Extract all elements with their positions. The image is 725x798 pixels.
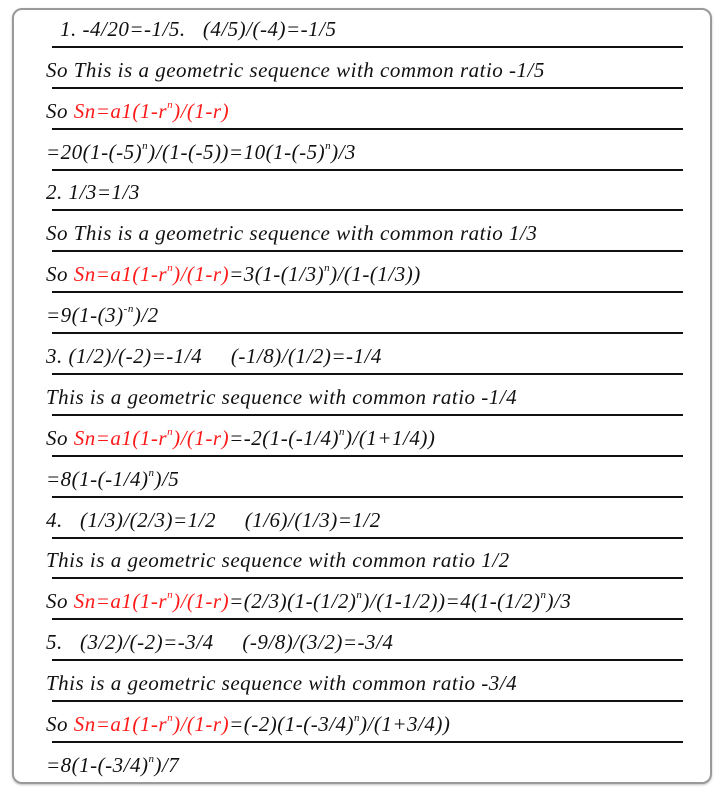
text-segment: This is a geometric sequence with common ratio -1/4 [46,384,518,409]
ruled-line [0,539,725,580]
text-segment: )/(1-(1/3)) [330,262,421,287]
ruled-line [0,211,725,252]
text-segment: 2. 1/3=1/3 [46,180,140,205]
formula-highlight: )/(1-r) [173,262,230,287]
ruled-line [0,7,725,48]
handwritten-line [46,467,179,492]
handwritten-line [46,262,421,287]
text-segment: =(-2)(1-(-3/4) [229,712,355,737]
exponent: n [167,712,174,725]
handwritten-line [46,385,517,410]
exponent: n [356,589,363,602]
handwritten-line [60,17,336,42]
exponent: n [540,589,547,602]
handwritten-line [46,303,159,328]
ruled-line [0,743,725,784]
formula-highlight: Sn=a1(1-r [73,712,168,737]
text-segment: So [46,98,74,123]
text-segment: )/(1-(-5))=10(1-(-5) [148,139,326,164]
exponent: n [339,425,346,438]
text-segment: =9(1-(3) [46,303,124,328]
text-segment: )/7 [154,752,180,777]
text-segment: )/3 [331,139,356,164]
formula-highlight: Sn=a1(1-r [73,425,168,450]
text-segment: So [46,712,74,737]
text-segment: So [46,425,74,450]
ruled-line [0,252,725,293]
text-segment: So This is a geometric sequence with common ratio 1/3 [46,221,538,246]
text-segment: )/5 [154,466,180,491]
formula-highlight: )/(1-r) [173,589,230,614]
exponent: n [324,262,331,275]
handwritten-line [46,344,382,369]
handwritten-line [46,548,510,573]
handwritten-line [46,426,435,451]
handwritten-line [46,140,356,165]
text-segment: =8(1-(-1/4) [46,466,149,491]
ruled-line [0,661,725,702]
ruled-line [0,130,725,171]
lined-paper [0,7,725,784]
handwritten-line [46,630,393,655]
text-segment: =3(1-(1/3) [229,262,325,287]
exponent: n [148,466,155,479]
ruled-line [0,457,725,498]
handwritten-line [46,99,229,124]
exponent: n [167,425,174,438]
exponent: n [167,262,174,275]
text-segment: So [46,262,74,287]
text-segment: )/(1-1/2))=4(1-(1/2) [362,589,541,614]
text-segment: So This is a geometric sequence with common ratio -1/5 [46,57,545,82]
text-segment: This is a geometric sequence with common ratio -3/4 [46,671,518,696]
ruled-line [0,48,725,89]
text-segment: )/2 [133,303,159,328]
ruled-line [0,498,725,539]
text-segment: =20(1-(-5) [46,139,143,164]
handwritten-line [46,221,537,246]
formula-highlight: )/(1-r) [173,712,230,737]
text-segment: =(2/3)(1-(1/2) [229,589,357,614]
handwritten-line [46,671,517,696]
exponent: n [167,98,174,111]
text-segment: )/(1+3/4)) [360,712,451,737]
ruled-line [0,620,725,661]
formula-highlight: )/(1-r) [173,98,230,123]
text-segment: This is a geometric sequence with common ratio 1/2 [46,548,510,573]
handwritten-line [46,753,179,778]
handwritten-line [46,589,571,614]
text-segment: 3. (1/2)/(-2)=-1/4 (-1/8)/(1/2)=-1/4 [46,344,382,369]
formula-highlight: )/(1-r) [173,425,230,450]
exponent: -n [123,303,134,316]
exponent: n [167,589,174,602]
handwritten-line [46,180,140,205]
text-segment: 4. (1/3)/(2/3)=1/2 (1/6)/(1/3)=1/2 [46,507,381,532]
text-segment: So [46,589,74,614]
ruled-line [0,702,725,743]
text-segment: 1. -4/20=-1/5. (4/5)/(-4)=-1/5 [60,16,337,41]
handwritten-line [46,712,450,737]
formula-highlight: Sn=a1(1-r [73,589,168,614]
text-segment: =-2(1-(-1/4) [229,425,340,450]
ruled-line [0,375,725,416]
formula-highlight: Sn=a1(1-r [73,98,168,123]
ruled-line [0,171,725,212]
exponent: n [148,752,155,765]
text-segment: )/(1+1/4)) [345,425,436,450]
ruled-line [0,293,725,334]
exponent: n [354,712,361,725]
formula-highlight: Sn=a1(1-r [73,262,168,287]
exponent: n [142,139,149,152]
ruled-line [0,416,725,457]
text-segment: )/3 [546,589,572,614]
handwritten-line [46,58,545,83]
exponent: n [325,139,332,152]
handwritten-line [46,508,381,533]
ruled-line [0,579,725,620]
ruled-line [0,89,725,130]
ruled-line [0,334,725,375]
text-segment: =8(1-(-3/4) [46,752,149,777]
text-segment: 5. (3/2)/(-2)=-3/4 (-9/8)/(3/2)=-3/4 [46,630,394,655]
